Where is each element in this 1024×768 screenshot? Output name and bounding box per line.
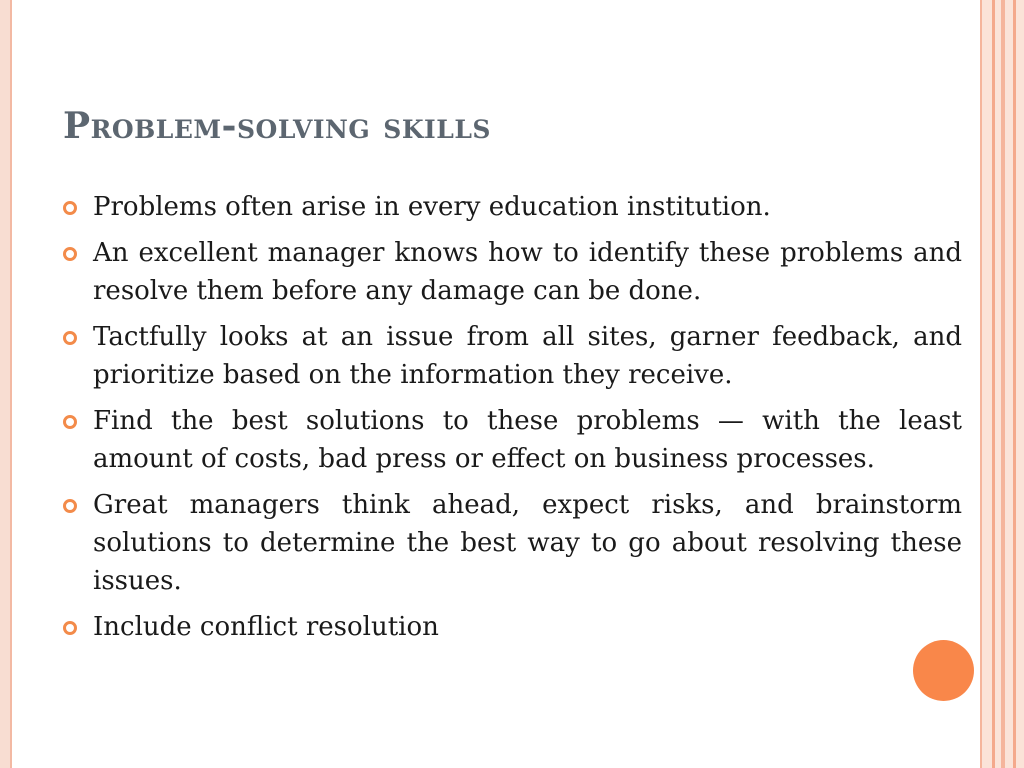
bullet-text: Find the best solutions to these problems — with the least amount of costs, bad press or effect on business processes. [93,406,962,474]
ring-bullet-icon [63,415,77,429]
ring-bullet-icon [63,621,77,635]
bullet-text: Tactfully looks at an issue from all sites, garner feedback, and prioritize based on the information they receive. [93,322,962,390]
bullet-item [62,188,962,226]
bullet-text: Problems often arise in every education institution. [93,192,771,222]
decorative-orange-circle [913,640,974,701]
slide-title: Problem-solving skills [63,105,491,147]
ring-bullet-icon [63,331,77,345]
bullet-text: An excellent manager knows how to identify these problems and resolve them before any damage can be done. [93,238,962,306]
bullet-text: Great managers think ahead, expect risks, and brainstorm solutions to determine the best way to go about resolving these issues. [93,490,962,596]
bullet-item [62,608,962,646]
bullet-item [62,402,962,478]
bullet-item [62,486,962,600]
ring-bullet-icon [63,201,77,215]
ring-bullet-icon [63,247,77,261]
right-frame-stripes [980,0,1024,768]
ring-bullet-icon [63,499,77,513]
bullet-item [62,318,962,394]
bullet-text: Include conflict resolution [93,612,439,642]
bullet-list [62,188,962,654]
left-frame-border [0,0,10,768]
bullet-item [62,234,962,310]
left-frame-line [10,0,12,768]
